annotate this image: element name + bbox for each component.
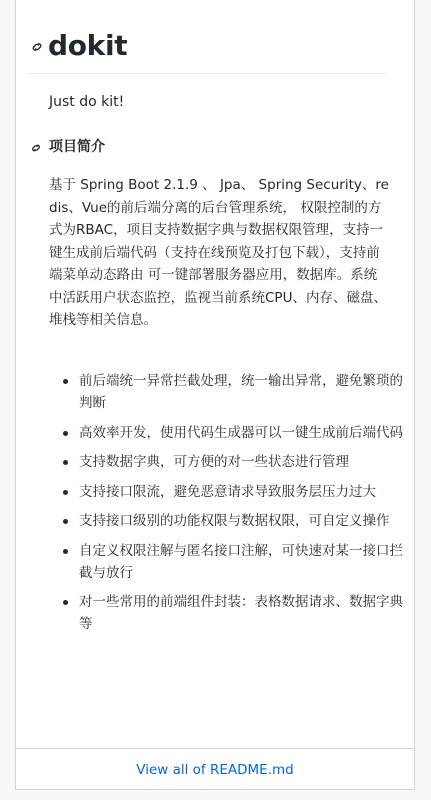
feature-text: 对一些常用的前端组件封装：表格数据请求、数据字典等	[79, 594, 403, 632]
bullet-icon	[63, 460, 68, 465]
feature-text: 自定义权限注解与匿名接口注解，可快速对某一接口拦截与放行	[79, 542, 403, 581]
bullet-icon	[63, 549, 68, 554]
readme-card	[15, 0, 415, 790]
list-item	[79, 370, 414, 414]
link-icon[interactable]	[28, 38, 46, 56]
readme-tagline: Just do kit!	[49, 94, 125, 110]
list-item	[79, 422, 414, 444]
readme-title: dokit	[48, 29, 128, 62]
feature-text: 支持接口级别的功能权限与数据权限，可自定义操作	[79, 513, 390, 529]
bullet-icon	[63, 519, 68, 524]
feature-text: 支持接口限流，避免恶意请求导致服务层压力过大	[79, 483, 376, 500]
bullet-icon	[63, 431, 68, 436]
feature-text: 高效率开发，使用代码生成器可以一键生成前后端代码	[79, 424, 403, 441]
link-icon[interactable]	[28, 140, 44, 156]
list-item	[79, 591, 414, 635]
list-item	[79, 510, 414, 532]
section-title: 项目简介	[49, 139, 105, 155]
view-all-readme-link[interactable]: View all of README.md	[136, 762, 294, 778]
feature-text: 支持数据字典，可方便的对一些状态进行管理	[79, 454, 349, 470]
bullet-icon	[63, 379, 68, 384]
list-item	[79, 451, 414, 473]
list-item	[79, 481, 414, 503]
bullet-icon	[63, 600, 68, 605]
intro-paragraph: 基于 Spring Boot 2.1.9 、 Jpa、 Spring Security、redis、Vue的前后端分离的后台管理系统， 权限控制的方式为RBAC，项目支持数据字典与数据权限管理，支持一键生成前后端代码（支持在线预览及打包下载），支持前端菜单动态路由 可一键部署服务器应用，数据库。系统中活跃用户状态监控，监视当前系统CPU、内存、磁盘、堆栈等相关信息。	[49, 177, 389, 328]
bullet-icon	[63, 490, 68, 495]
readme-heading	[28, 28, 386, 74]
feature-text: 前后端统一异常拦截处理，统一输出异常，避免繁琐的判断	[79, 373, 403, 411]
list-item	[79, 540, 414, 584]
feature-list	[49, 370, 414, 643]
readme-footer	[16, 748, 414, 791]
